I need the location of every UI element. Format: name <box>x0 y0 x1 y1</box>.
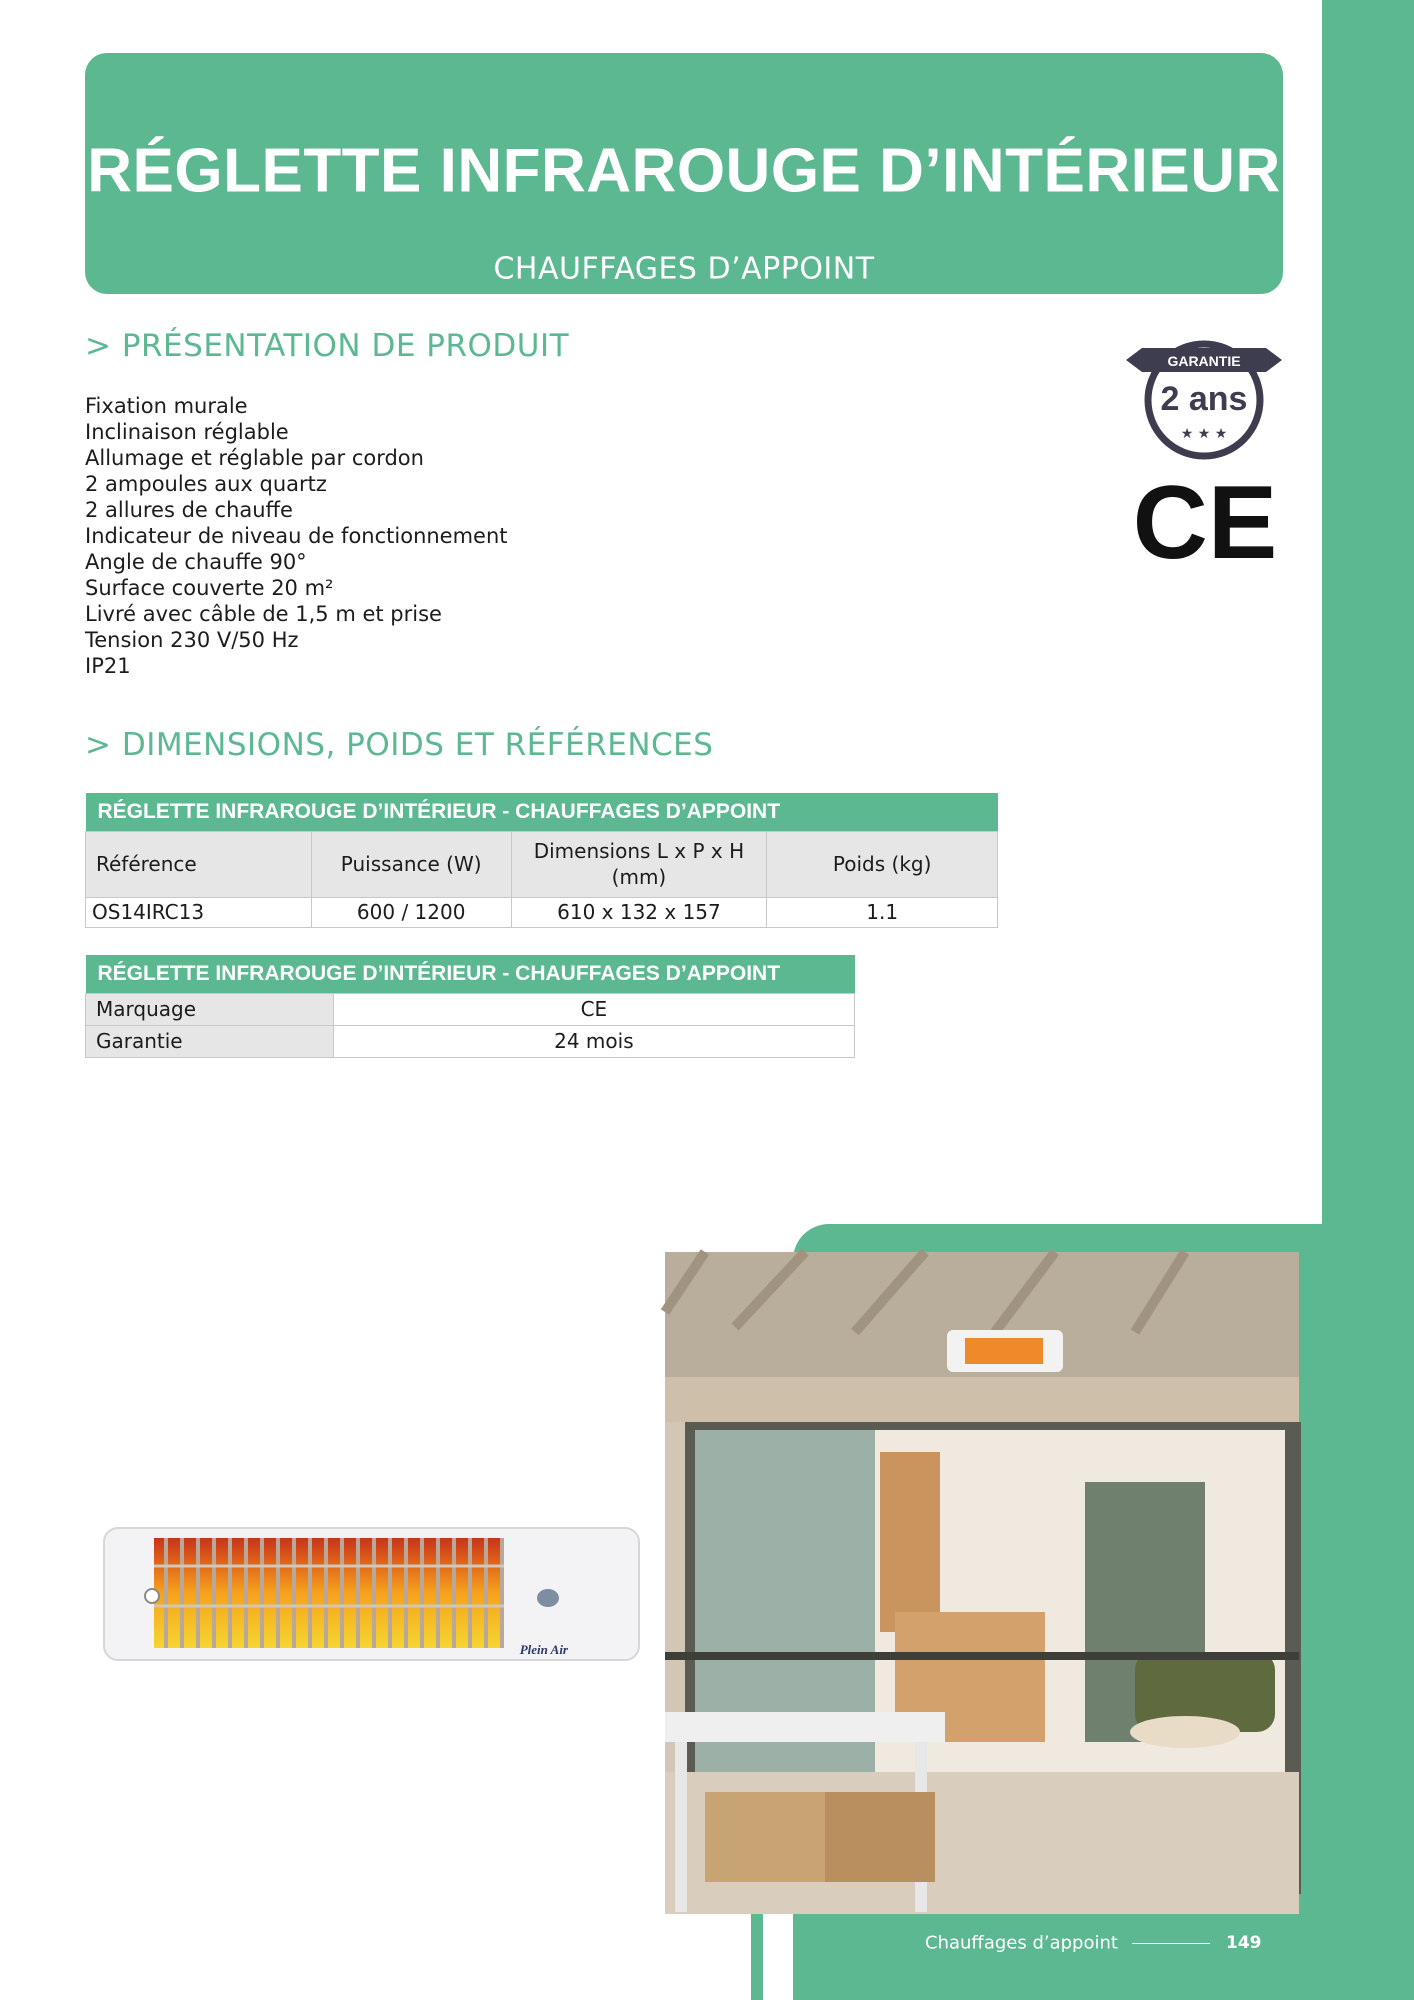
column-header: Poids (kg) <box>767 831 998 897</box>
table-cell: Garantie <box>86 1025 334 1057</box>
badge-stars: ★ ★ ★ <box>1180 426 1228 442</box>
interior-lifestyle-photo <box>665 1252 1299 1914</box>
feature-item: Allumage et réglable par cordon <box>85 446 424 470</box>
page-number: 149 <box>1226 1933 1262 1953</box>
page-header <box>85 53 1283 294</box>
dimensions-heading: > DIMENSIONS, POIDS ET RÉFÉRENCES <box>85 727 714 763</box>
page-title: RÉGLETTE INFRAROUGE D’INTÉRIEUR <box>87 136 1281 206</box>
footer-divider <box>1132 1943 1210 1944</box>
feature-item: 2 ampoules aux quartz <box>85 472 327 496</box>
certification-table <box>85 955 855 1058</box>
table-cell: Marquage <box>86 993 334 1025</box>
table-cell: 1.1 <box>767 897 998 927</box>
badge-value: 2 ans <box>1160 380 1248 418</box>
feature-list <box>85 393 785 679</box>
heater-brand-text: Plein Air <box>519 1642 568 1657</box>
feature-item: Livré avec câble de 1,5 m et prise <box>85 602 442 626</box>
feature-item: Indicateur de niveau de fonctionnement <box>85 524 508 548</box>
table-cell: CE <box>333 993 854 1025</box>
table-cell: OS14IRC13 <box>86 897 312 927</box>
footer-section-label: Chauffages d’appoint <box>925 1932 1118 1954</box>
feature-item: 2 allures de chauffe <box>85 498 293 522</box>
presentation-heading: > PRÉSENTATION DE PRODUIT <box>85 328 570 364</box>
heater-product-image <box>100 1520 645 1670</box>
table-caption: RÉGLETTE INFRAROUGE D’INTÉRIEUR - CHAUFFAGES D’APPOINT <box>86 793 998 831</box>
badge-label: GARANTIE <box>1167 353 1241 369</box>
page-subtitle: CHAUFFAGES D’APPOINT <box>493 251 875 287</box>
ce-mark-text: CE <box>1132 465 1278 581</box>
table-cell: 600 / 1200 <box>311 897 511 927</box>
feature-item: Inclinaison réglable <box>85 420 289 444</box>
table-cell: 24 mois <box>333 1025 854 1057</box>
feature-item: Fixation murale <box>85 394 248 418</box>
column-header: Référence <box>86 831 312 897</box>
ce-mark-icon <box>1132 465 1278 581</box>
column-header: Puissance (W) <box>311 831 511 897</box>
warranty-badge <box>1124 334 1284 460</box>
table-caption: RÉGLETTE INFRAROUGE D’INTÉRIEUR - CHAUFFAGES D’APPOINT <box>86 955 855 993</box>
feature-item: Surface couverte 20 m² <box>85 576 334 600</box>
feature-item: Angle de chauffe 90° <box>85 550 307 574</box>
feature-item: IP21 <box>85 654 131 678</box>
column-header: Dimensions L x P x H (mm) <box>511 831 767 897</box>
reference-table <box>85 793 998 928</box>
feature-item: Tension 230 V/50 Hz <box>85 628 299 652</box>
table-cell: 610 x 132 x 157 <box>511 897 767 927</box>
